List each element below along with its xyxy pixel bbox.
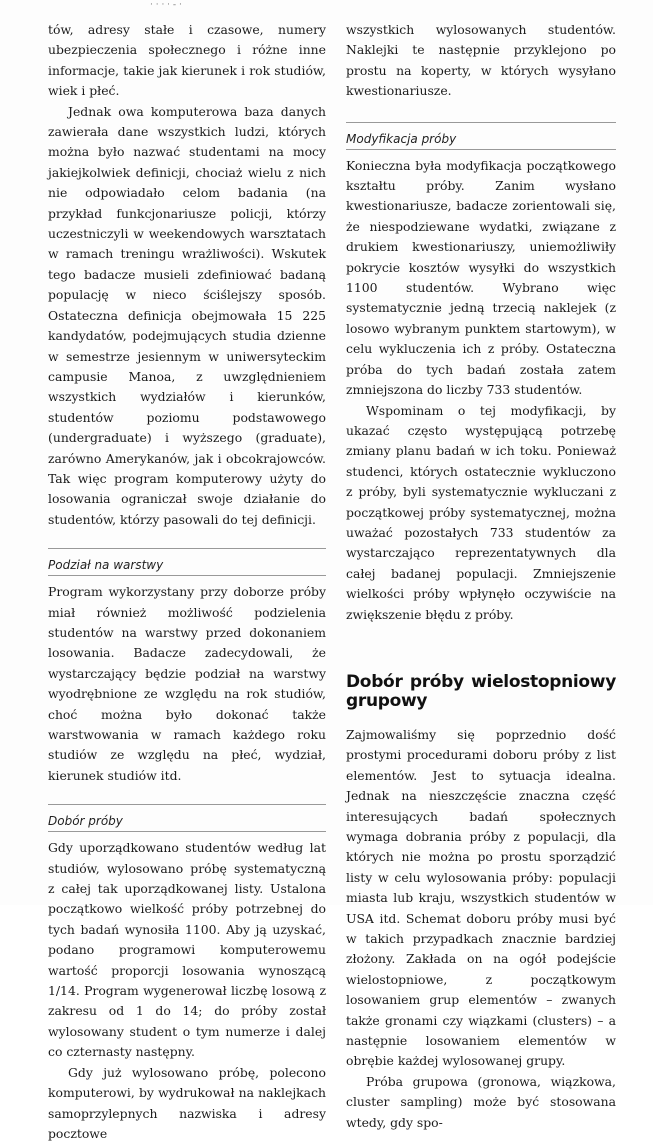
- left-paragraph-1: tów, adresy stałe i czasowe, numery ubezpieczenia społecznego i różne inne informacje, takie jak kierunek i rok studiów, wiek i płeć.: [48, 22, 326, 99]
- right-paragraph-2: Konieczna była modyfikacja początkowego kształtu próby. Zanim wysłano kwestionariusze, badacze zorientowali się, że niespodziewane wydatki, związane z drukiem kwestionariuszy, uniemożliwiły pokrycie kosztów wysyłki do wszystkich 1100 studentów. Wybrano więc systematycznie jedną trzecią naklejek (z losowo wybranym punktem startowym), w celu wykluczenia ich z próby. Ostateczna próba do tych badań została zatem zmniejszona do liczby 733 studentów.: [346, 157, 616, 398]
- left-paragraph-3: Program wykorzystany przy doborze próby miał również możliwość podzielenia studentów na warstwy przed dokonaniem losowania. Badacze zadecydowali, że wystarczający będzie podział na warstwy wyodrębnione ze względu na rok studiów, choć można było dokonać także warstwowania w ramach każdego roku studiów ze względu na płeć, wydział, kierunek studiów itd.: [48, 584, 326, 783]
- subsection-rule: [48, 831, 326, 832]
- header-mark: · · · · - ·: [150, 0, 182, 10]
- right-paragraph-3: Wspominam o tej modyfikacji, by ukazać często występującą potrzebę zmiany planu badań w ich toku. Ponieważ studenci, których ostatecznie wykluczono z próby, byli systematycznie wykluczani z początkowej próby systematycznej, można uważać pozostałych 733 studentów za wystarczająco reprezentatywnych dla całej badanej populacji. Zmniejszenie wielkości próby wpłynęło oczywiście na zwiększenie błędu z próby.: [346, 402, 616, 622]
- right-paragraph-5: Próba grupowa (gronowa, wiązkowa, cluster sampling) może być stosowana wtedy, gdy spo-: [346, 1073, 616, 1130]
- left-paragraph-5: Gdy już wylosowano próbę, polecono komputerowi, by wydrukował na naklejkach samoprzylepnych nazwiska i adresy pocztowe: [48, 1064, 326, 1141]
- left-column: [48, 20, 326, 1144]
- subheading-sample: Dobór próby: [48, 814, 123, 829]
- subsection-rule: [48, 804, 326, 805]
- subsection-rule: [346, 149, 616, 150]
- right-paragraph-1: wszystkich wylosowanych studentów. Naklejki te następnie przyklejono po prostu na koperty, w których wysyłano kwestionariusze.: [346, 22, 616, 99]
- right-paragraph-4: Zajmowaliśmy się poprzednio dość prostymi procedurami doboru próby z list elementów. Jest to sytuacja idealna. Jednak na nieszczęście znaczna część interesujących badań społecznych wymaga dobrania próby z populacji, dla których nie można po prostu sporządzić listy w celu wylosowania próby: populacji miasta lub kraju, wszystkich studentów w USA itd. Schemat doboru próby musi być w takich przypadkach znacznie bardziej złożony. Zakłada on na ogół podejście wielostopniowe, z początkowym losowaniem grup elementów – zwanych także gronami czy wiązkami (clusters) – a następnie losowaniem elementów w obrębie każdej wylosowanej grupy.: [346, 726, 616, 1069]
- subheading-modification: Modyfikacja próby: [346, 131, 457, 146]
- subheading-strata: Podział na warstwy: [48, 558, 164, 573]
- right-column: [346, 20, 616, 1133]
- left-paragraph-2: Jednak owa komputerowa baza danych zawierała dane wszystkich ludzi, których można było nazwać studentami na mocy jakiejkolwiek definicji, chociaż wielu z nich nie odpowiadało celom badania (na przykład funkcjonariusze policji, którzy uczestniczyli w weekendowych warsztatach w ramach treningu wrażliwości). Wskutek tego badacze musieli zdefiniować badaną populację w nieco ściślejszy sposób. Ostateczna definicja obejmowała 15 225 kandydatów, podejmujących studia dzienne w semestrze jesiennym w uniwersyteckim campusie Manoa, z uwzględnieniem wszystkich wydziałów i kierunków, studentów poziomu podstawowego (undergraduate) i wyższego (graduate), zarówno Amerykanów, jak i obcokrajowców. Tak więc program komputerowy użyty do losowania ograniczał swoje działanie do studentów, którzy pasowali do tej definicji.: [48, 103, 326, 527]
- section-title: Dobór próby wielostopniowy grupowy: [346, 671, 616, 711]
- left-paragraph-4: Gdy uporządkowano studentów według lat studiów, wylosowano próbę systematyczną z całej tak uporządkowanej listy. Ustalona początkowo wielkość próby potrzebnej do tych badań wynosiła 1100. Aby ją uzyskać, podano programowi komputerowemu wartość proporcji losowania wynoszącą 1/14. Program wygenerował liczbę losową z zakresu od 1 do 14; do próby został wylosowany student o tym numerze i dalej co czternasty następny.: [48, 840, 326, 1060]
- subsection-rule: [48, 548, 326, 549]
- subsection-rule: [48, 575, 326, 576]
- subsection-rule: [346, 122, 616, 123]
